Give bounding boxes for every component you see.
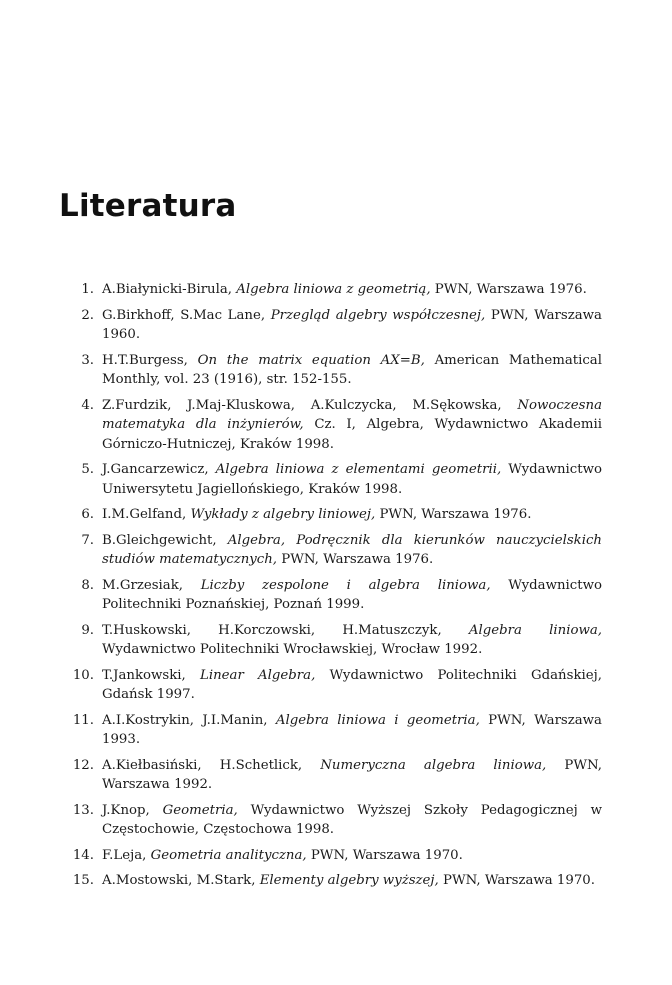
reference-authors: T.Huskowski, H.Korczowski, H.Matuszczyk, (102, 622, 469, 638)
reference-item (0, 666, 672, 705)
reference-number: 3. (81, 352, 94, 368)
reference-title: Algebra liniowa z elementami geometrii, (215, 462, 502, 477)
reference-item (0, 846, 672, 866)
reference-title: Numeryczna algebra liniowa, (320, 757, 547, 773)
reference-authors: J.Gancarzewicz, (102, 462, 216, 477)
reference-item (0, 756, 672, 795)
reference-number: 1. (81, 282, 94, 297)
reference-item (0, 396, 672, 455)
reference-details: Wydawnictwo Uniwersytetu Jagiellońskiego, Kraków 1998. (102, 462, 602, 497)
reference-details: Wydawnictwo Wyższej Szkoły Pedagogicznej w Częstochowie, Częstochowa 1998. (102, 802, 602, 837)
reference-title: Algebra, Podręcznik dla kierunków nauczycielskich studiów matematycznych, (102, 532, 602, 567)
reference-authors: A.Kiełbasiński, H.Schetlick, (102, 757, 321, 773)
reference-details: American Mathematical Monthly, vol. 23 (1916), str. 152-155. (102, 352, 602, 387)
reference-details: PWN, Warszawa 1976. (277, 552, 434, 567)
reference-number: 6. (81, 507, 94, 522)
reference-authors: H.T.Burgess, (102, 352, 198, 368)
reference-item (0, 871, 672, 891)
reference-authors: T.Jankowski, (102, 667, 201, 683)
reference-title: Geometria analityczna, (150, 847, 307, 863)
reference-authors: B.Gleichgewicht, (102, 532, 228, 548)
reference-title: Algebra liniowa z geometrią, (236, 282, 431, 297)
reference-item (0, 801, 672, 840)
reference-number: 2. (81, 307, 94, 323)
reference-item (0, 505, 672, 525)
reference-number: 11. (72, 712, 94, 728)
reference-number: 4. (81, 397, 94, 413)
reference-number: 7. (81, 532, 94, 548)
reference-title: Liczby zespolone i algebra liniowa, (200, 577, 491, 593)
reference-title: Elementy algebry wyższej, (259, 873, 439, 888)
reference-authors: I.M.Gelfand, (102, 507, 191, 522)
reference-authors: A.I.Kostrykin, J.I.Manin, (102, 712, 276, 728)
reference-item (0, 306, 672, 345)
reference-details: Wydawnictwo Politechniki Poznańskiej, Poznań 1999. (102, 577, 602, 612)
reference-list (0, 280, 672, 897)
reference-item (0, 531, 672, 570)
reference-number: 10. (72, 667, 94, 683)
reference-item (0, 280, 672, 300)
reference-details: PWN, Warszawa 1970. (438, 873, 595, 888)
reference-authors: A.Białynicki-Birula, (102, 282, 237, 297)
reference-authors: A.Mostowski, M.Stark, (102, 873, 260, 888)
reference-number: 12. (72, 757, 94, 773)
reference-item (0, 621, 672, 660)
reference-number: 9. (81, 622, 94, 638)
reference-title: Geometria, (162, 802, 238, 818)
reference-details: PWN, Warszawa 1976. (430, 282, 587, 297)
reference-item (0, 351, 672, 390)
reference-title: Algebra liniowa, (468, 622, 603, 638)
reference-authors: F.Leja, (102, 847, 151, 863)
reference-details: PWN, Warszawa 1960. (102, 307, 602, 342)
reference-title: Przegląd algebry współczesnej, (270, 307, 486, 323)
reference-authors: J.Knop, (102, 802, 163, 818)
reference-title: Nowoczesna matematyka dla inżynierów, (102, 397, 602, 432)
reference-details: PWN, Warszawa 1976. (375, 507, 532, 522)
reference-item (0, 460, 672, 499)
reference-title: On the matrix equation AX=B, (197, 352, 425, 368)
reference-title: Linear Algebra, (200, 667, 316, 683)
reference-title: Algebra liniowa i geometria, (275, 712, 480, 728)
reference-title: Wykłady z algebry liniowej, (190, 507, 376, 522)
reference-authors: G.Birkhoff, S.Mac Lane, (102, 307, 271, 323)
page-title: Literatura (59, 188, 237, 224)
reference-number: 13. (72, 802, 94, 818)
reference-authors: M.Grzesiak, (102, 577, 201, 593)
reference-details: Cz. I, Algebra, Wydawnictwo Akademii Górniczo-Hutniczej, Kraków 1998. (102, 417, 603, 452)
reference-item (0, 576, 672, 615)
reference-item (0, 711, 672, 750)
reference-number: 5. (81, 462, 94, 477)
reference-details: PWN, Warszawa 1970. (306, 847, 463, 863)
reference-authors: Z.Furdzik, J.Maj-Kluskowa, A.Kulczycka, M.Sękowska, (102, 397, 518, 413)
reference-number: 8. (81, 577, 94, 593)
reference-details: Wydawnictwo Politechniki Gdańskiej, Gdańsk 1997. (102, 667, 602, 702)
reference-number: 14. (72, 847, 94, 863)
reference-details: PWN, Warszawa 1993. (102, 712, 602, 747)
reference-details: PWN, Warszawa 1992. (102, 757, 602, 792)
reference-details: Wydawnictwo Politechniki Wrocławskiej, Wrocław 1992. (102, 642, 483, 657)
reference-number: 15. (72, 873, 94, 888)
